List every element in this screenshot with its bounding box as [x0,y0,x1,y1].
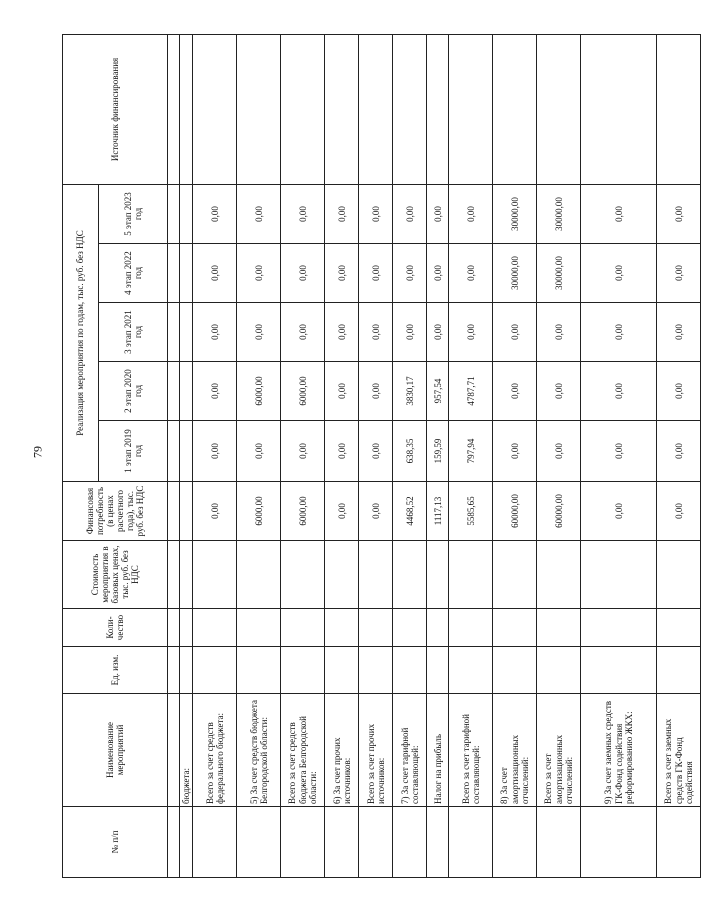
row-quantity-cell [581,609,657,647]
row-stage-2-cell: 6000,00 [281,362,325,421]
row-base-cost-cell [359,541,393,609]
page-number: 79 [30,446,45,458]
header-stage-5: 5 этап 2023 год [99,184,168,243]
row-stage-2-cell: 0,00 [325,362,359,421]
row-stage-4-cell: 0,00 [237,244,281,303]
row-stage-4-cell: 0,00 [359,244,393,303]
row-stage-2-cell: 0,00 [581,362,657,421]
spacer-cell [168,34,180,184]
row-base-cost-cell [449,541,493,609]
row-stage-3-cell: 0,00 [449,303,493,362]
row-stage-1-cell: 0,00 [193,421,237,482]
row-unit-cell [193,647,237,694]
row-stage-1-cell: 0,00 [657,421,701,482]
row-unit-cell [581,647,657,694]
spacer-cell [168,184,180,243]
row-name-cell: 6) За счет прочих источников: [325,694,359,807]
row-need-cell [180,482,193,541]
row-stage-4-cell: 0,00 [193,244,237,303]
header-financial-need: Финансовая потребность (в ценах расчетного года), тыс. руб. без НДС [63,482,168,541]
row-num-cell [393,807,427,878]
row-stage-2-cell: 0,00 [359,362,393,421]
row-quantity-cell [180,609,193,647]
row-need-cell: 6000,00 [237,482,281,541]
table-row [449,34,493,877]
row-num-cell [193,807,237,878]
row-source-cell [281,34,325,184]
row-stage-5-cell: 0,00 [393,184,427,243]
row-stage-3-cell [180,303,193,362]
row-unit-cell [237,647,281,694]
row-base-cost-cell [393,541,427,609]
row-quantity-cell [359,609,393,647]
row-need-cell: 0,00 [657,482,701,541]
row-stage-4-cell: 0,00 [393,244,427,303]
row-stage-4-cell: 0,00 [657,244,701,303]
row-need-cell: 60000,00 [493,482,537,541]
row-stage-3-cell: 0,00 [427,303,449,362]
row-source-cell [581,34,657,184]
row-stage-1-cell: 638,35 [393,421,427,482]
row-num-cell [281,807,325,878]
header-num: № п/п [63,807,168,878]
row-stage-5-cell: 0,00 [281,184,325,243]
row-name-cell: 5) За счет средств бюджета Белгородской области: [237,694,281,807]
spacer-cell [168,362,180,421]
table-row [537,34,581,877]
row-source-cell [359,34,393,184]
row-need-cell: 60000,00 [537,482,581,541]
table-row [581,34,657,877]
header-source: Источник финансирования [63,34,168,184]
row-stage-5-cell: 0,00 [657,184,701,243]
row-num-cell [449,807,493,878]
row-stage-2-cell: 4787,71 [449,362,493,421]
row-base-cost-cell [537,541,581,609]
row-source-cell [237,34,281,184]
row-stage-1-cell: 0,00 [325,421,359,482]
row-source-cell [180,34,193,184]
row-need-cell: 0,00 [193,482,237,541]
row-num-cell [427,807,449,878]
row-stage-5-cell: 0,00 [427,184,449,243]
row-stage-3-cell: 0,00 [581,303,657,362]
row-base-cost-cell [237,541,281,609]
spacer-cell [168,303,180,362]
row-unit-cell [537,647,581,694]
row-stage-1-cell: 0,00 [581,421,657,482]
row-name-cell: Налог на прибыль [427,694,449,807]
spacer-cell [168,482,180,541]
row-need-cell: 0,00 [581,482,657,541]
row-quantity-cell [325,609,359,647]
row-unit-cell [427,647,449,694]
rotated-table-wrapper [62,35,694,878]
row-base-cost-cell [427,541,449,609]
row-num-cell [581,807,657,878]
row-stage-1-cell: 0,00 [493,421,537,482]
table-body [180,34,701,877]
table-row [657,34,701,877]
row-name-cell: Всего за счет прочих источников: [359,694,393,807]
row-stage-1-cell: 0,00 [359,421,393,482]
row-stage-2-cell: 0,00 [493,362,537,421]
row-stage-4-cell: 0,00 [325,244,359,303]
financing-table [62,34,701,878]
row-stage-3-cell: 0,00 [493,303,537,362]
row-stage-4-cell: 0,00 [581,244,657,303]
row-stage-4-cell: 0,00 [281,244,325,303]
row-base-cost-cell [657,541,701,609]
row-unit-cell [325,647,359,694]
row-quantity-cell [393,609,427,647]
row-quantity-cell [193,609,237,647]
row-stage-5-cell: 0,00 [359,184,393,243]
row-need-cell: 0,00 [359,482,393,541]
row-unit-cell [657,647,701,694]
spacer-cell [168,609,180,647]
row-need-cell: 5585,65 [449,482,493,541]
row-base-cost-cell [325,541,359,609]
spacer-cell [168,421,180,482]
header-stage-2: 2 этап 2020 год [99,362,168,421]
row-stage-4-cell [180,244,193,303]
row-name-cell: Всего за счет средств бюджета Белгородской области: [281,694,325,807]
row-stage-3-cell: 0,00 [281,303,325,362]
row-stage-4-cell: 0,00 [449,244,493,303]
row-quantity-cell [281,609,325,647]
row-stage-3-cell: 0,00 [537,303,581,362]
table-row [493,34,537,877]
row-stage-1-cell [180,421,193,482]
row-base-cost-cell [193,541,237,609]
row-stage-2-cell: 0,00 [537,362,581,421]
row-num-cell [359,807,393,878]
row-name-cell: 8) За счет амортизационных отчислений: [493,694,537,807]
table-spacer-row [168,34,180,877]
row-need-cell: 0,00 [325,482,359,541]
table-row [237,34,281,877]
row-need-cell: 1117,13 [427,482,449,541]
row-stage-2-cell: 0,00 [657,362,701,421]
row-name-cell: Всего за счет тарифной составляющей: [449,694,493,807]
row-stage-1-cell: 0,00 [537,421,581,482]
header-unit: Ед. изм. [63,647,168,694]
row-base-cost-cell [180,541,193,609]
row-source-cell [493,34,537,184]
row-stage-5-cell: 0,00 [449,184,493,243]
row-stage-1-cell: 159,59 [427,421,449,482]
row-stage-5-cell: 0,00 [325,184,359,243]
row-stage-5-cell: 0,00 [193,184,237,243]
row-name-cell: Всего за счет средств федерального бюджета: [193,694,237,807]
row-num-cell [237,807,281,878]
header-stage-1: 1 этап 2019 год [99,421,168,482]
row-source-cell [449,34,493,184]
row-stage-2-cell: 3830,17 [393,362,427,421]
row-num-cell [493,807,537,878]
row-name-cell: 7) За счет тарифной составляющей: [393,694,427,807]
row-stage-4-cell: 0,00 [427,244,449,303]
spacer-cell [168,647,180,694]
row-stage-5-cell [180,184,193,243]
row-stage-3-cell: 0,00 [325,303,359,362]
header-quantity: Коли-чество [63,609,168,647]
row-source-cell [325,34,359,184]
row-source-cell [193,34,237,184]
row-name-cell: Всего за счет амортизационных отчислений: [537,694,581,807]
header-stage-4: 4 этап 2022 год [99,244,168,303]
table-header-row [63,34,99,877]
row-source-cell [393,34,427,184]
row-quantity-cell [237,609,281,647]
table-row [281,34,325,877]
row-num-cell [657,807,701,878]
table-row [180,34,193,877]
row-stage-5-cell: 0,00 [581,184,657,243]
row-stage-1-cell: 0,00 [237,421,281,482]
header-years-group: Реализация мероприятия по годам, тыс. руб. без НДС [63,184,99,481]
table-row [325,34,359,877]
table-row [393,34,427,877]
row-unit-cell [180,647,193,694]
row-name-cell: бюджета: [180,694,193,807]
row-stage-3-cell: 0,00 [657,303,701,362]
row-stage-3-cell: 0,00 [193,303,237,362]
header-base-cost: Стоимость мероприятия в базовых ценах, тыс. руб. без НДС [63,541,168,609]
row-quantity-cell [449,609,493,647]
row-num-cell [325,807,359,878]
row-unit-cell [359,647,393,694]
row-stage-5-cell: 30000,00 [537,184,581,243]
row-stage-3-cell: 0,00 [393,303,427,362]
row-unit-cell [281,647,325,694]
row-stage-1-cell: 797,94 [449,421,493,482]
row-unit-cell [493,647,537,694]
spacer-cell [168,807,180,878]
spacer-cell [168,694,180,807]
row-source-cell [427,34,449,184]
spacer-cell [168,244,180,303]
row-num-cell [537,807,581,878]
row-base-cost-cell [581,541,657,609]
header-stage-3: 3 этап 2021 год [99,303,168,362]
spacer-cell [168,541,180,609]
row-need-cell: 6000,00 [281,482,325,541]
row-stage-4-cell: 30000,00 [537,244,581,303]
row-quantity-cell [657,609,701,647]
table-row [427,34,449,877]
row-source-cell [537,34,581,184]
row-need-cell: 4468,52 [393,482,427,541]
row-source-cell [657,34,701,184]
row-stage-2-cell: 0,00 [193,362,237,421]
row-stage-5-cell: 30000,00 [493,184,537,243]
row-quantity-cell [427,609,449,647]
row-name-cell: Всего за счет заемных средств ГК-Фонд содействия [657,694,701,807]
table-row [193,34,237,877]
row-num-cell [180,807,193,878]
row-quantity-cell [493,609,537,647]
row-stage-4-cell: 30000,00 [493,244,537,303]
row-base-cost-cell [493,541,537,609]
row-base-cost-cell [281,541,325,609]
header-name: Наименование мероприятий [63,694,168,807]
table-row [359,34,393,877]
row-unit-cell [393,647,427,694]
row-quantity-cell [537,609,581,647]
row-stage-2-cell: 6000,00 [237,362,281,421]
row-stage-2-cell: 957,54 [427,362,449,421]
row-stage-5-cell: 0,00 [237,184,281,243]
row-stage-2-cell [180,362,193,421]
row-stage-3-cell: 0,00 [237,303,281,362]
row-stage-3-cell: 0,00 [359,303,393,362]
row-unit-cell [449,647,493,694]
row-name-cell: 9) За счет заемных средств ГК-Фонд содействия реформированию ЖКХ: [581,694,657,807]
row-stage-1-cell: 0,00 [281,421,325,482]
